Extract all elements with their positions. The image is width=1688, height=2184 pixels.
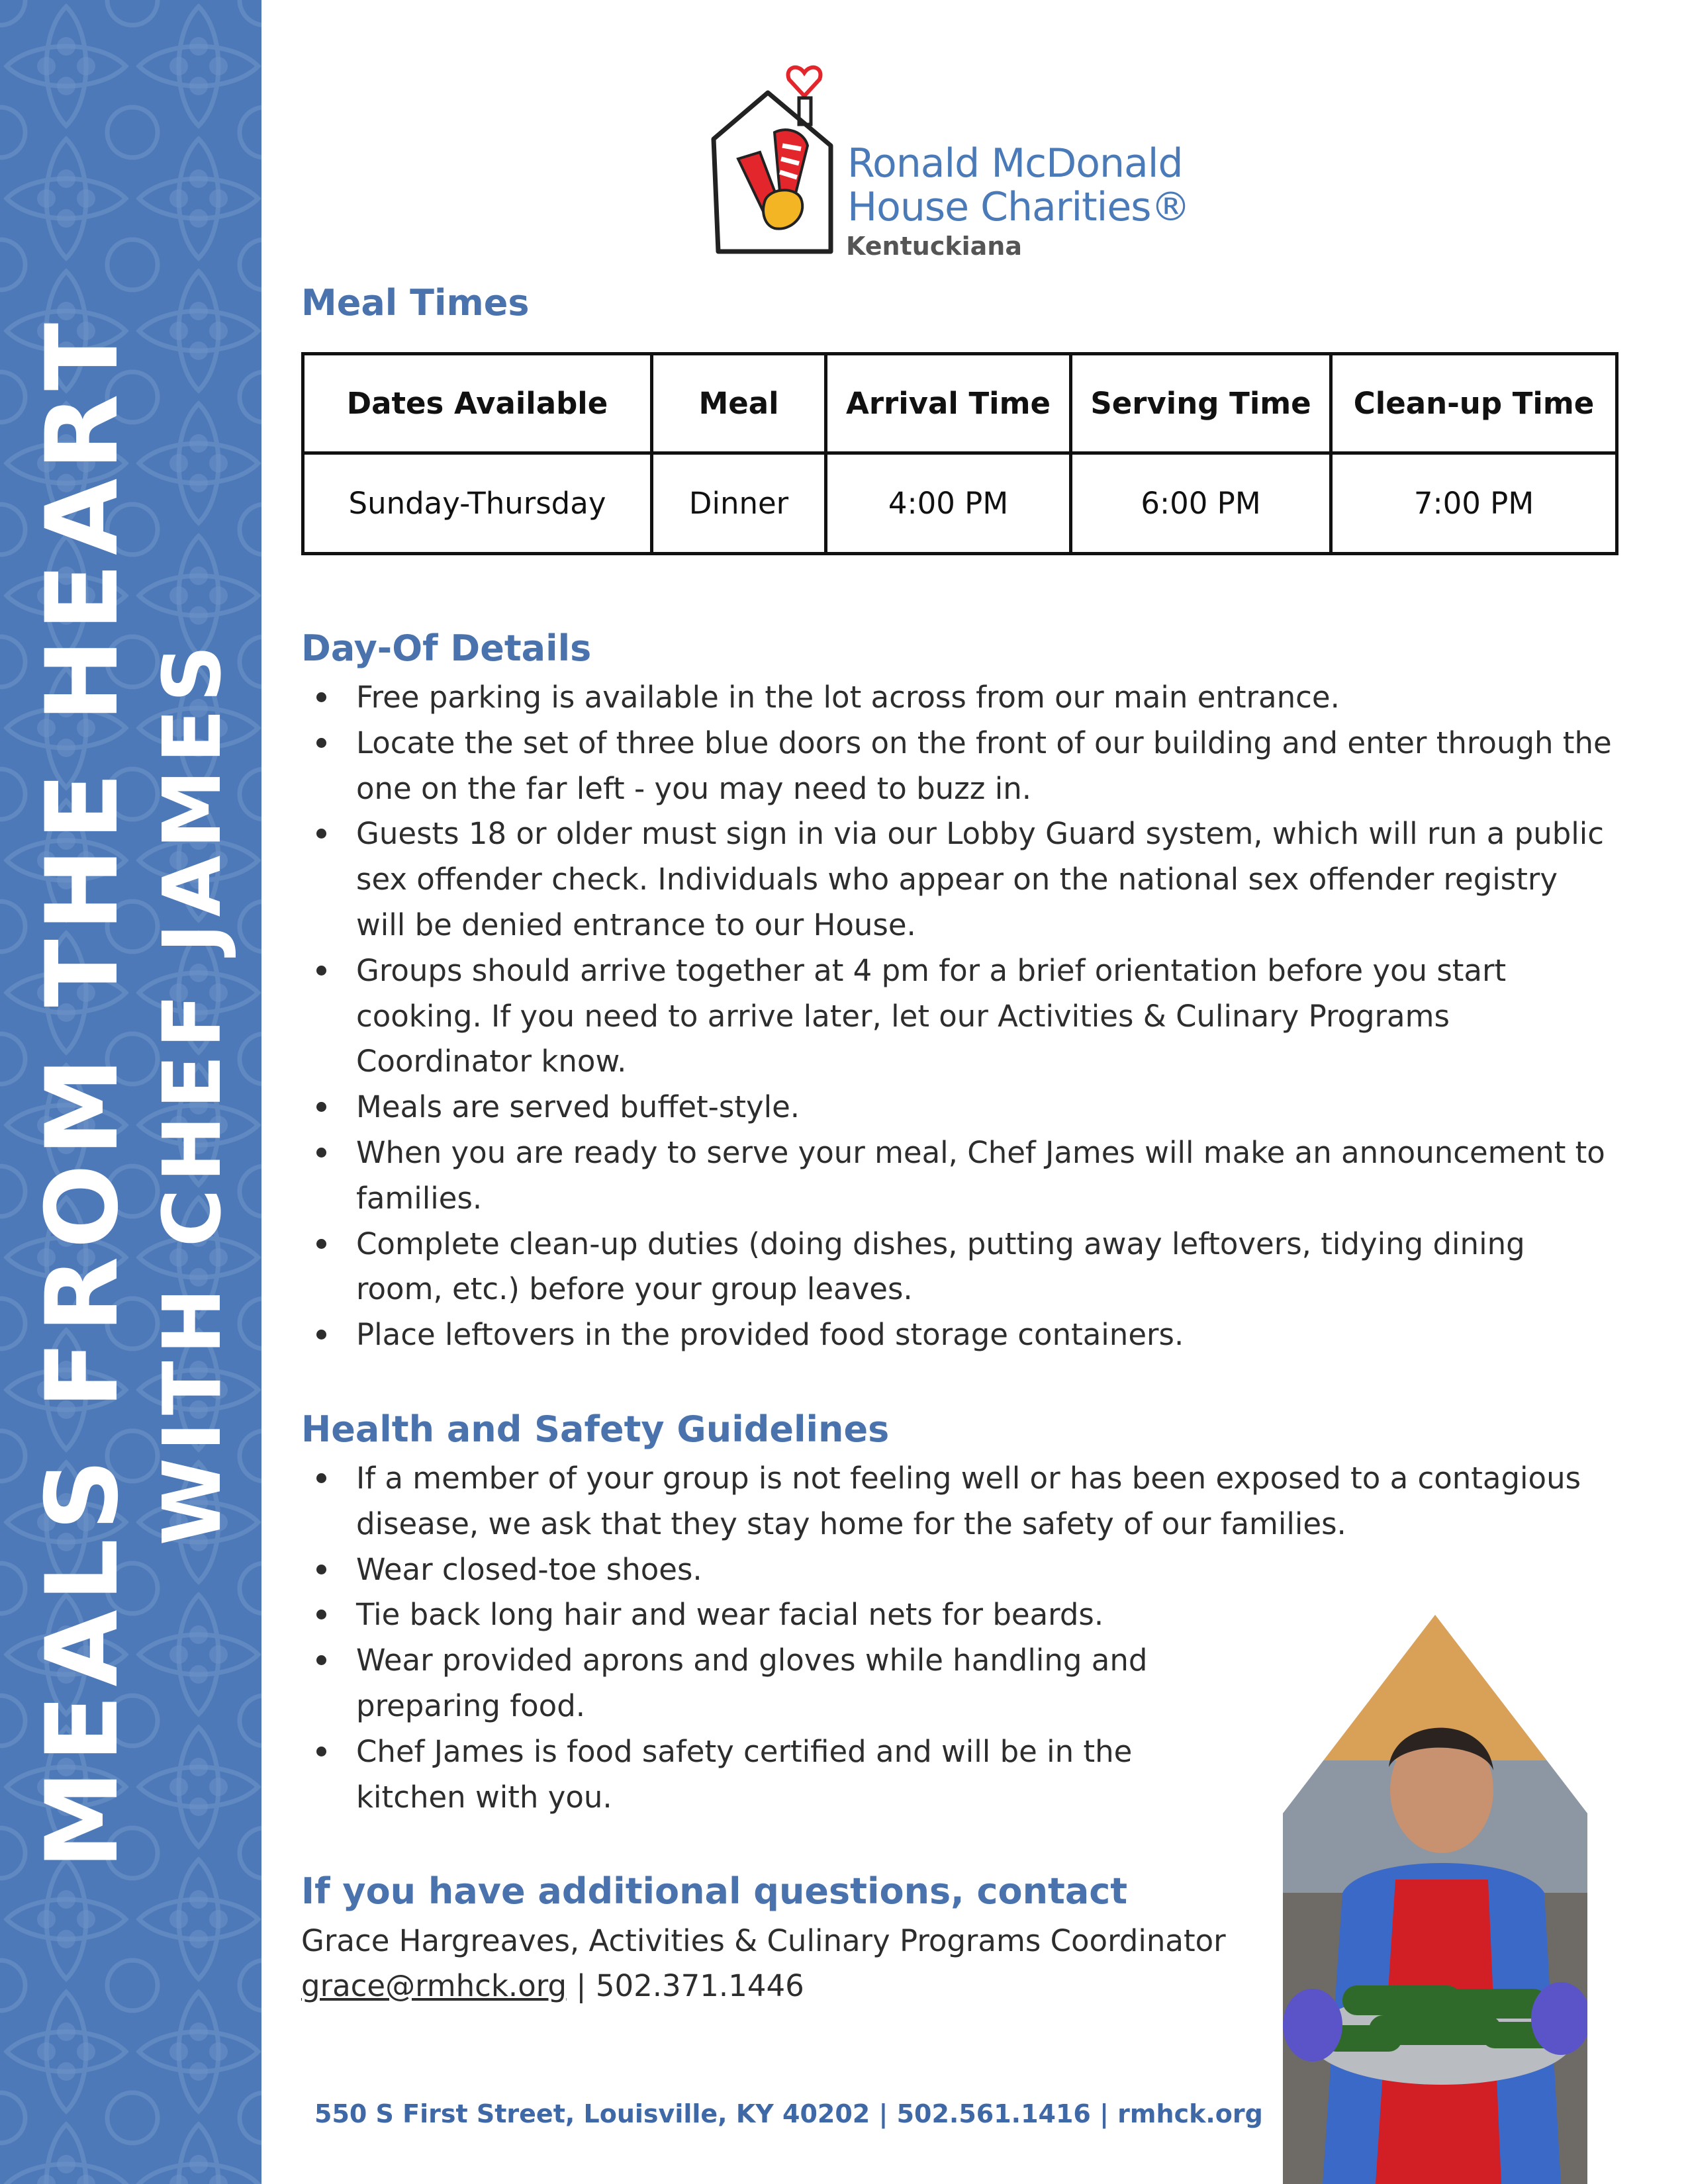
- column-header: Serving Time: [1071, 354, 1331, 453]
- table-header-row: [303, 354, 1617, 453]
- list-item: Chef James is food safety certified and will be in the kitchen with you.: [316, 1729, 1197, 1821]
- house-hands-icon: [708, 60, 841, 258]
- banner-subtitle: WITH CHEF JAMES: [147, 638, 239, 1546]
- day-of-list: [316, 675, 1614, 1358]
- list-item: When you are ready to serve your meal, Chef James will make an announcement to families.: [316, 1130, 1614, 1222]
- health-safety-heading: Health and Safety Guidelines: [301, 1408, 890, 1450]
- meal-times-table: [301, 352, 1618, 555]
- meal-times-heading: Meal Times: [301, 282, 530, 324]
- table-cell: 6:00 PM: [1071, 453, 1331, 554]
- table-row: [303, 453, 1617, 554]
- column-header: Meal: [652, 354, 826, 453]
- column-header: Clean-up Time: [1331, 354, 1617, 453]
- contact-heading: If you have additional questions, contact: [301, 1870, 1128, 1912]
- list-item: Free parking is available in the lot across from our main entrance.: [316, 675, 1614, 721]
- list-item: Wear provided aprons and gloves while handling and preparing food.: [316, 1638, 1197, 1729]
- logo-text-line1: Ronald McDonald: [847, 140, 1183, 187]
- list-item: Wear closed-toe shoes.: [316, 1547, 1614, 1593]
- logo-text-line2: House Charities®: [847, 184, 1190, 230]
- list-item: Place leftovers in the provided food storage containers.: [316, 1312, 1614, 1358]
- list-item: Tie back long hair and wear facial nets for beards.: [316, 1592, 1614, 1638]
- column-header: Arrival Time: [826, 354, 1071, 453]
- list-item: Groups should arrive together at 4 pm for a brief orientation before you start cooking. If you need to arrive later, let our Activities & Culinary Programs Coordinator know.: [316, 948, 1614, 1085]
- contact-name: Grace Hargreaves, Activities & Culinary Programs Coordinator: [301, 1923, 1226, 1958]
- rmhc-logo: [708, 60, 1238, 265]
- contact-details: [301, 1968, 804, 2003]
- list-item: If a member of your group is not feeling well or has been exposed to a contagious disease, we ask that they stay home for the safety of our families.: [316, 1456, 1614, 1547]
- sidebar-banner: [0, 0, 261, 2184]
- footer-address: 550 S First Street, Louisville, KY 40202 | 502.561.1416 | rmhck.org: [314, 2099, 1263, 2128]
- table-cell: Dinner: [652, 453, 826, 554]
- list-item: Guests 18 or older must sign in via our Lobby Guard system, which will run a public sex offender check. Individuals who appear on the national sex offender registry will be denied entrance to our House.: [316, 811, 1614, 948]
- logo-text-line3: Kentuckiana: [846, 232, 1022, 261]
- column-header: Dates Available: [303, 354, 652, 453]
- chef-photo: [1283, 1615, 1587, 2184]
- table-cell: 7:00 PM: [1331, 453, 1617, 554]
- table-cell: 4:00 PM: [826, 453, 1071, 554]
- list-item: Meals are served buffet-style.: [316, 1085, 1614, 1130]
- banner-title: MEALS FROM THE HEART: [25, 314, 140, 1870]
- email-link[interactable]: grace@rmhck.org: [301, 1968, 567, 2003]
- list-item: Complete clean-up duties (doing dishes, putting away leftovers, tidying dining room, etc.) before your group leaves.: [316, 1222, 1614, 1313]
- list-item: Locate the set of three blue doors on the front of our building and enter through the one on the far left - you may need to buzz in.: [316, 721, 1614, 812]
- table-cell: Sunday-Thursday: [303, 453, 652, 554]
- day-of-heading: Day-Of Details: [301, 627, 592, 669]
- contact-phone: | 502.371.1446: [567, 1968, 804, 2003]
